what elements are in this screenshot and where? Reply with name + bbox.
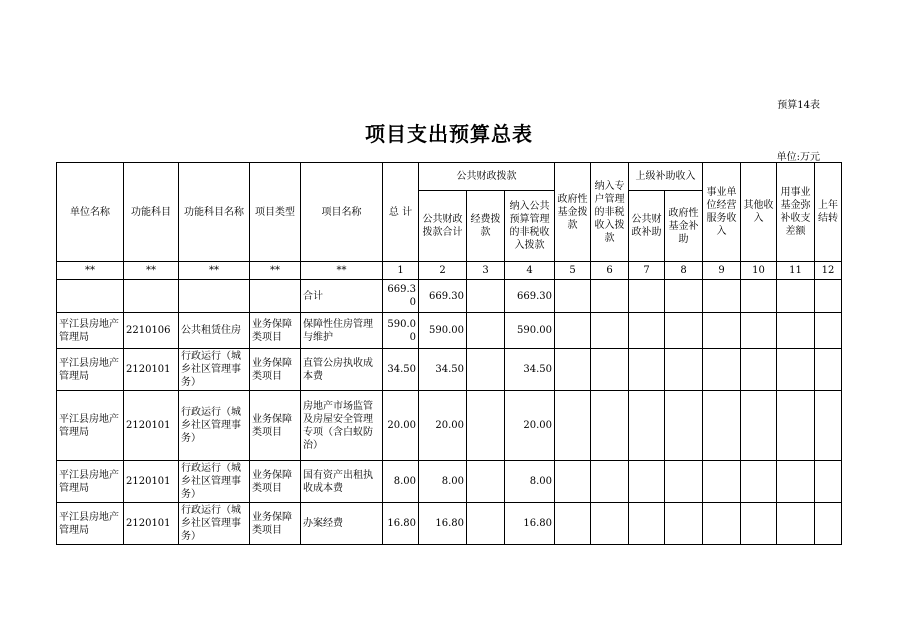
cell bbox=[665, 391, 703, 461]
row-public-fin: 590.00 bbox=[419, 313, 467, 349]
total-label: 合计 bbox=[301, 280, 383, 313]
cell bbox=[250, 280, 301, 313]
index-cell: 8 bbox=[665, 262, 703, 280]
cell bbox=[591, 503, 629, 545]
index-cell: 6 bbox=[591, 262, 629, 280]
table-row bbox=[57, 391, 842, 461]
cell bbox=[591, 349, 629, 391]
row-type: 业务保障类项目 bbox=[250, 391, 301, 461]
cell bbox=[555, 280, 591, 313]
cell bbox=[555, 391, 591, 461]
cell bbox=[741, 349, 777, 391]
cell bbox=[777, 461, 815, 503]
cell bbox=[629, 391, 665, 461]
cell bbox=[777, 503, 815, 545]
col-other: 其他收入 bbox=[741, 163, 777, 262]
cell bbox=[629, 349, 665, 391]
col-func-name: 功能科目名称 bbox=[179, 163, 250, 262]
row-public-fin: 16.80 bbox=[419, 503, 467, 545]
index-cell: 9 bbox=[703, 262, 741, 280]
col-biz-fund: 用事业基金弥补收支差额 bbox=[777, 163, 815, 262]
row-func: 公共租赁住房 bbox=[179, 313, 250, 349]
row-unit: 平江县房地产管理局 bbox=[57, 503, 124, 545]
index-cell: 3 bbox=[467, 262, 505, 280]
cell bbox=[665, 280, 703, 313]
col-proj-type: 项目类型 bbox=[250, 163, 301, 262]
row-public-fin: 20.00 bbox=[419, 391, 467, 461]
row-total: 16.80 bbox=[383, 503, 419, 545]
total-nontax: 669.30 bbox=[505, 280, 555, 313]
row-type: 业务保障类项目 bbox=[250, 503, 301, 545]
cell bbox=[815, 313, 842, 349]
row-unit: 平江县房地产管理局 bbox=[57, 391, 124, 461]
col-unit-name: 单位名称 bbox=[57, 163, 124, 262]
col-biz-income: 事业单位经营服务收入 bbox=[703, 163, 741, 262]
cell bbox=[467, 391, 505, 461]
cell bbox=[741, 313, 777, 349]
col-nontax: 纳入公共预算管理的非税收入拨款 bbox=[505, 191, 555, 262]
row-total: 8.00 bbox=[383, 461, 419, 503]
index-row bbox=[57, 262, 842, 280]
index-cell: 7 bbox=[629, 262, 665, 280]
row-nontax: 34.50 bbox=[505, 349, 555, 391]
cell bbox=[665, 503, 703, 545]
index-cell: ** bbox=[57, 262, 124, 280]
row-code: 2120101 bbox=[124, 461, 179, 503]
cell bbox=[703, 503, 741, 545]
row-unit: 平江县房地产管理局 bbox=[57, 313, 124, 349]
total-amount: 669.30 bbox=[383, 280, 419, 313]
col-superior-gov: 政府性基金补助 bbox=[665, 191, 703, 262]
index-cell: 12 bbox=[815, 262, 842, 280]
cell bbox=[467, 349, 505, 391]
cell bbox=[629, 461, 665, 503]
page-title: 项目支出预算总表 bbox=[365, 122, 533, 146]
row-nontax: 8.00 bbox=[505, 461, 555, 503]
index-cell: 1 bbox=[383, 262, 419, 280]
row-type: 业务保障类项目 bbox=[250, 349, 301, 391]
cell bbox=[703, 349, 741, 391]
unit-label: 单位:万元 bbox=[776, 152, 820, 163]
table-row bbox=[57, 313, 842, 349]
row-nontax: 590.00 bbox=[505, 313, 555, 349]
row-code: 2120101 bbox=[124, 391, 179, 461]
index-cell: ** bbox=[124, 262, 179, 280]
row-nontax: 16.80 bbox=[505, 503, 555, 545]
col-superior: 上级补助收入 bbox=[629, 163, 703, 191]
col-superior-public: 公共财政补助 bbox=[629, 191, 665, 262]
cell bbox=[591, 280, 629, 313]
table-row bbox=[57, 349, 842, 391]
row-public-fin: 8.00 bbox=[419, 461, 467, 503]
row-func: 行政运行（城乡社区管理事务） bbox=[179, 349, 250, 391]
row-unit: 平江县房地产管理局 bbox=[57, 349, 124, 391]
cell bbox=[665, 313, 703, 349]
row-name: 保障性住房管理与维护 bbox=[301, 313, 383, 349]
cell bbox=[703, 461, 741, 503]
cell bbox=[591, 313, 629, 349]
row-func: 行政运行（城乡社区管理事务） bbox=[179, 461, 250, 503]
cell bbox=[555, 503, 591, 545]
cell bbox=[703, 391, 741, 461]
cell bbox=[629, 503, 665, 545]
cell bbox=[591, 391, 629, 461]
cell bbox=[741, 280, 777, 313]
total-public-fin: 669.30 bbox=[419, 280, 467, 313]
row-total: 20.00 bbox=[383, 391, 419, 461]
col-carryover: 上年结转 bbox=[815, 163, 842, 262]
row-total: 590.00 bbox=[383, 313, 419, 349]
row-total: 34.50 bbox=[383, 349, 419, 391]
cell bbox=[777, 391, 815, 461]
col-public-fin-total: 公共财政拨款合计 bbox=[419, 191, 467, 262]
index-cell: ** bbox=[250, 262, 301, 280]
cell bbox=[665, 461, 703, 503]
cell bbox=[665, 349, 703, 391]
cell bbox=[467, 313, 505, 349]
cell bbox=[555, 313, 591, 349]
table-row bbox=[57, 503, 842, 545]
row-code: 2120101 bbox=[124, 503, 179, 545]
col-special-nontax: 纳入专户管理的非税收入拨款 bbox=[591, 163, 629, 262]
row-name: 直管公房执收成本费 bbox=[301, 349, 383, 391]
cell bbox=[555, 461, 591, 503]
cell bbox=[703, 280, 741, 313]
index-cell: 10 bbox=[741, 262, 777, 280]
col-fund-alloc: 经费拨款 bbox=[467, 191, 505, 262]
cell bbox=[815, 461, 842, 503]
cell bbox=[777, 313, 815, 349]
cell bbox=[467, 461, 505, 503]
cell bbox=[703, 313, 741, 349]
row-func: 行政运行（城乡社区管理事务） bbox=[179, 391, 250, 461]
row-type: 业务保障类项目 bbox=[250, 313, 301, 349]
index-cell: 5 bbox=[555, 262, 591, 280]
col-func-code: 功能科目 bbox=[124, 163, 179, 262]
row-name: 办案经费 bbox=[301, 503, 383, 545]
cell bbox=[777, 349, 815, 391]
row-unit: 平江县房地产管理局 bbox=[57, 461, 124, 503]
total-row bbox=[57, 280, 842, 313]
col-gov-fund: 政府性基金拨款 bbox=[555, 163, 591, 262]
cell bbox=[741, 503, 777, 545]
row-code: 2120101 bbox=[124, 349, 179, 391]
index-cell: 4 bbox=[505, 262, 555, 280]
table-row bbox=[57, 461, 842, 503]
header-row-1 bbox=[57, 163, 842, 191]
index-cell: ** bbox=[301, 262, 383, 280]
cell bbox=[741, 391, 777, 461]
form-number: 预算14表 bbox=[777, 100, 820, 111]
col-public-fin: 公共财政拨款 bbox=[419, 163, 555, 191]
budget-table bbox=[56, 162, 842, 545]
index-cell: 11 bbox=[777, 262, 815, 280]
cell bbox=[629, 280, 665, 313]
row-func: 行政运行（城乡社区管理事务） bbox=[179, 503, 250, 545]
row-type: 业务保障类项目 bbox=[250, 461, 301, 503]
cell bbox=[57, 280, 124, 313]
cell bbox=[467, 503, 505, 545]
row-code: 2210106 bbox=[124, 313, 179, 349]
cell bbox=[815, 280, 842, 313]
row-nontax: 20.00 bbox=[505, 391, 555, 461]
cell bbox=[815, 391, 842, 461]
row-name: 房地产市场监管及房屋安全管理专项（含白蚁防治） bbox=[301, 391, 383, 461]
col-total: 总 计 bbox=[383, 163, 419, 262]
cell bbox=[741, 461, 777, 503]
cell bbox=[179, 280, 250, 313]
cell bbox=[124, 280, 179, 313]
col-proj-name: 项目名称 bbox=[301, 163, 383, 262]
index-cell: ** bbox=[179, 262, 250, 280]
cell bbox=[591, 461, 629, 503]
index-cell: 2 bbox=[419, 262, 467, 280]
cell bbox=[777, 280, 815, 313]
cell bbox=[629, 313, 665, 349]
cell bbox=[815, 349, 842, 391]
cell bbox=[815, 503, 842, 545]
row-name: 国有资产出租执收成本费 bbox=[301, 461, 383, 503]
cell bbox=[467, 280, 505, 313]
row-public-fin: 34.50 bbox=[419, 349, 467, 391]
cell bbox=[555, 349, 591, 391]
